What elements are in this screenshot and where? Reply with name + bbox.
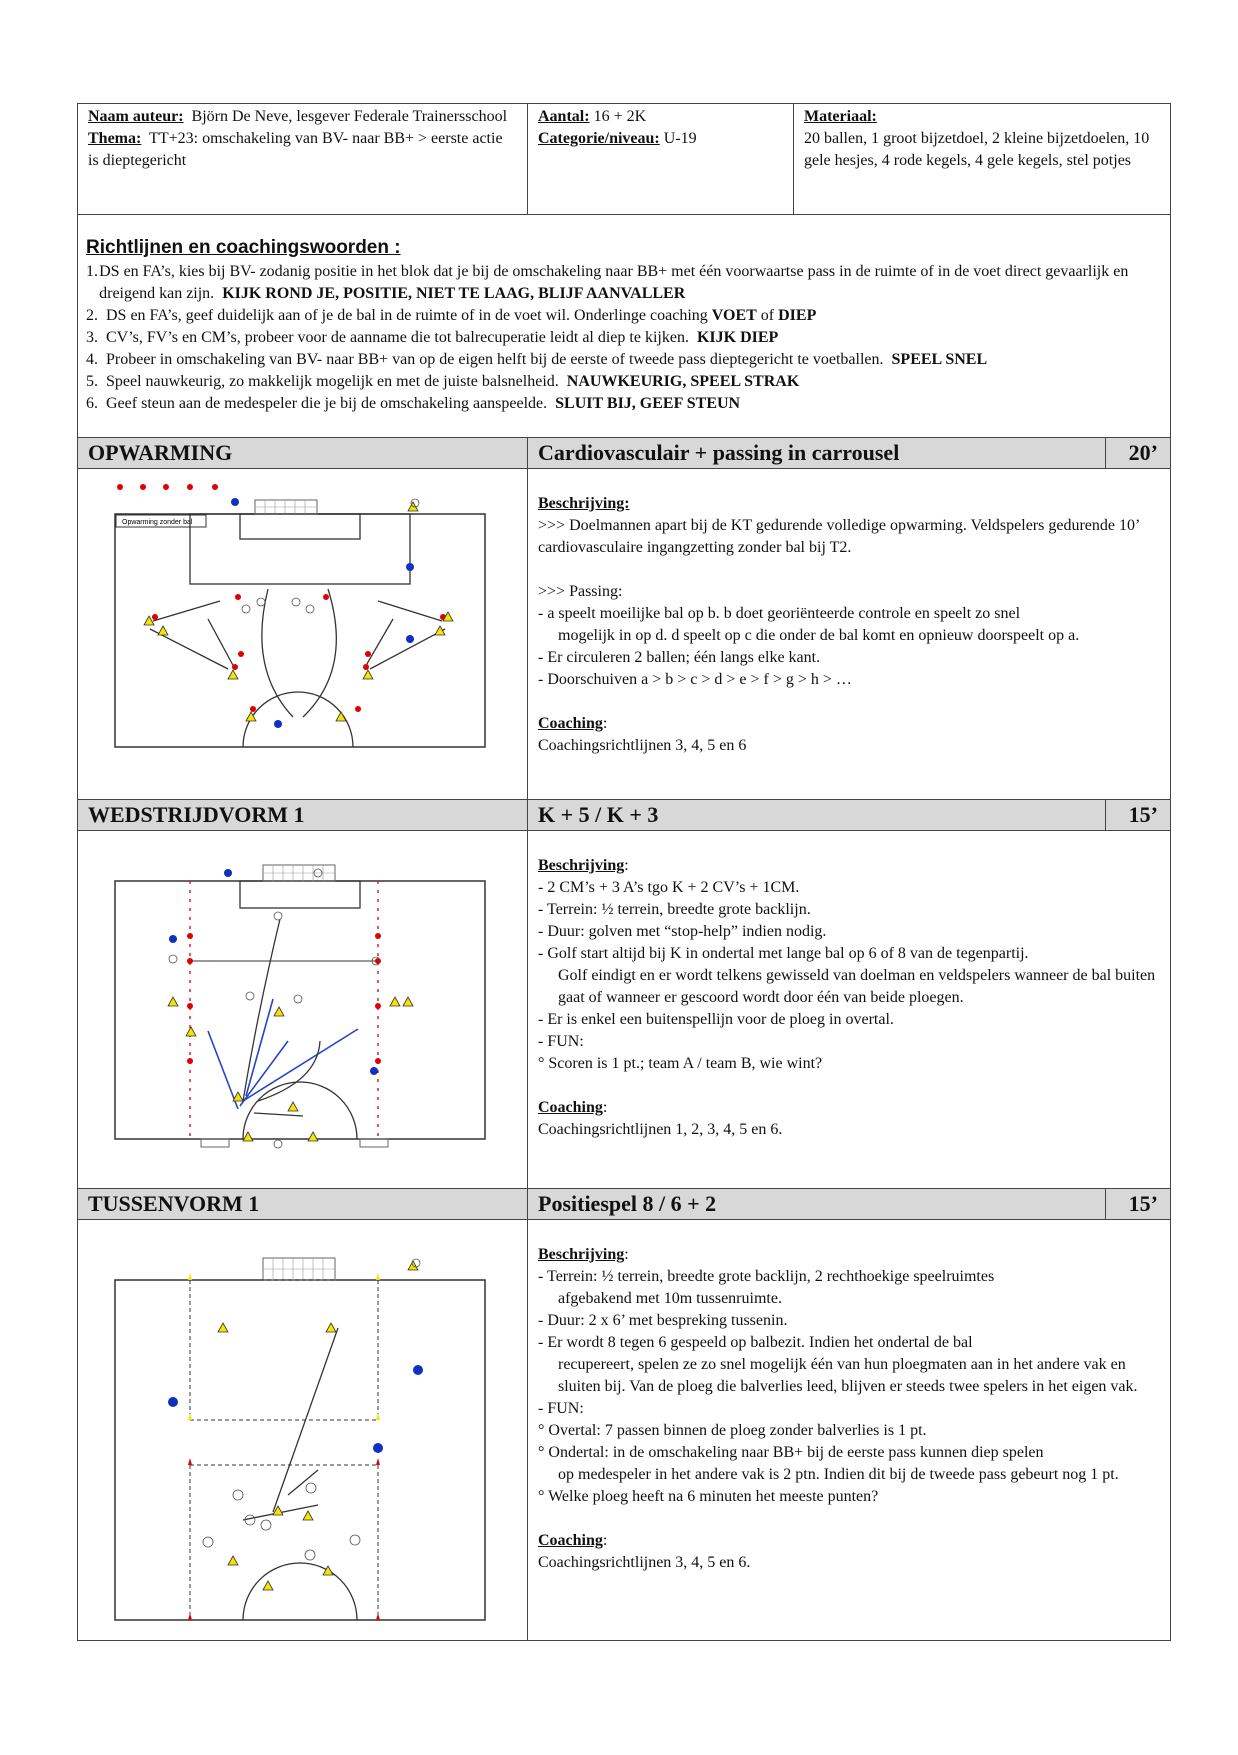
diagram-cell bbox=[78, 831, 528, 1189]
diagram-cell bbox=[78, 1220, 528, 1641]
description-line: - a speelt moeilijke bal op b. b doet georiënteerde controle en speelt zo snel bbox=[538, 605, 1021, 622]
count-value: 16 + 2K bbox=[593, 108, 647, 125]
description-line: - Er wordt 8 tegen 6 gespeeld op balbezit. Indien het ondertal de bal bbox=[538, 1334, 973, 1351]
guideline-item: 2. DS en FA’s, geef duidelijk aan of je de bal in de ruimte of in de voet wil. Onderlinge coaching VOET of DIEP bbox=[86, 307, 817, 324]
section-name: OPWARMING bbox=[78, 438, 528, 469]
category-value: U-19 bbox=[663, 130, 697, 147]
guidelines-row bbox=[78, 215, 1171, 438]
section-header-warmup bbox=[78, 438, 1171, 469]
description-line: ° Ondertal: in de omschakeling naar BB+ bij de eerste pass kunnen diep spelen bbox=[538, 1444, 1044, 1461]
description-line: mogelijk in op d. d speelt op c die onder de bal komt en opnieuw doorspeelt op a. bbox=[558, 627, 1080, 644]
guideline-item: 5. Speel nauwkeurig, zo makkelijk mogelijk en met de juiste balsnelheid. NAUWKEURIG, SPEEL STRAK bbox=[86, 373, 800, 390]
section-subtitle: Cardiovasculair + passing in carrousel bbox=[528, 438, 1106, 469]
author-label: Naam auteur: bbox=[88, 108, 184, 125]
header-row bbox=[78, 104, 1171, 215]
match-diagram bbox=[78, 831, 528, 1188]
description-line: ° Welke ploeg heeft na 6 minuten het meeste punten? bbox=[538, 1488, 879, 1505]
description-label: Beschrijving bbox=[538, 857, 625, 874]
coaching-label: Coaching bbox=[538, 715, 603, 732]
guideline-item: 1. DS en FA’s, kies bij BV- zodanig positie in het blok dat je bij de omschakeling naar BB+ met één voorwaartse pass in de ruimte of in de voet direct gevaarlijk en dreigend kan zijn. KIJK ROND JE, POSITIE, NIET TE LAAG, BLIJF AANVALLER bbox=[86, 263, 1129, 302]
description-line: ° Overtal: 7 passen binnen de ploeg zonder balverlies is 1 pt. bbox=[538, 1422, 927, 1439]
description-line: recupereert, spelen ze zo snel mogelijk één van hun ploegmaten aan in het andere vak en sluiten bij. Van de ploeg die balverlies leed, blijven er steeds twee spelers in het eigen vak. bbox=[558, 1356, 1138, 1395]
description-line: - Terrein: ½ terrein, breedte grote backlijn, 2 rechthoekige speelruimtes bbox=[538, 1268, 995, 1285]
description-line: - Golf start altijd bij K in ondertal met lange bal op 6 of 8 van de tegenpartij. bbox=[538, 945, 1029, 962]
coaching-text: Coachingsrichtlijnen 3, 4, 5 en 6 bbox=[538, 737, 747, 754]
description-label: Beschrijving: bbox=[538, 495, 630, 512]
description-line: - Duur: golven met “stop-help” indien nodig. bbox=[538, 923, 827, 940]
coaching-text: Coachingsrichtlijnen 3, 4, 5 en 6. bbox=[538, 1554, 751, 1571]
description-line: - Er circuleren 2 ballen; één langs elke kant. bbox=[538, 649, 821, 666]
section-minutes: 20’ bbox=[1106, 438, 1171, 469]
description-line: - Duur: 2 x 6’ met bespreking tussenin. bbox=[538, 1312, 788, 1329]
diagram-label: Opwarming zonder bal bbox=[122, 519, 193, 526]
coaching-label: Coaching bbox=[538, 1532, 603, 1549]
description-line: afgebakend met 10m tussenruimte. bbox=[558, 1290, 782, 1307]
description-line: - Er is enkel een buitenspellijn voor de ploeg in overtal. bbox=[538, 1011, 894, 1028]
section-name: WEDSTRIJDVORM 1 bbox=[78, 800, 528, 831]
training-sheet bbox=[77, 103, 1170, 1641]
section-subtitle: Positiespel 8 / 6 + 2 bbox=[528, 1189, 1106, 1220]
section-name: TUSSENVORM 1 bbox=[78, 1189, 528, 1220]
description-line: >>> Doelmannen apart bij de KT gedurende volledige opwarming. Veldspelers gedurende 10’ cardiovasculaire ingangzetting zonder bal bij T2. bbox=[538, 517, 1140, 556]
section-body-match bbox=[78, 831, 1171, 1189]
section-body-intermediate bbox=[78, 1220, 1171, 1641]
description-line: - 2 CM’s + 3 A’s tgo K + 2 CV’s + 1CM. bbox=[538, 879, 800, 896]
theme-label: Thema: bbox=[88, 130, 142, 147]
description-line: >>> Passing: bbox=[538, 583, 623, 600]
description-line: - Doorschuiven a > b > c > d > e > f > g > h > … bbox=[538, 671, 852, 688]
coaching-text: Coachingsrichtlijnen 1, 2, 3, 4, 5 en 6. bbox=[538, 1121, 783, 1138]
warmup-diagram bbox=[78, 469, 528, 799]
section-header-match bbox=[78, 800, 1171, 831]
guidelines-list bbox=[86, 261, 1160, 415]
description-line: op medespeler in het andere vak is 2 ptn. Indien dit bij de tweede pass gebeurt nog 1 pt. bbox=[558, 1466, 1119, 1483]
description-line: ° Scoren is 1 pt.; team A / team B, wie wint? bbox=[538, 1055, 823, 1072]
section-minutes: 15’ bbox=[1106, 800, 1171, 831]
description-line: - Terrein: ½ terrein, breedte grote backlijn. bbox=[538, 901, 811, 918]
description-cell: Beschrijving: >>> Doelmannen apart bij de KT gedurende volledige opwarming. Veldspelers gedurende 10’ cardiovasculaire ingangzetting zonder bal bij T2. >>> Passing: - a speelt moeilijke bal op b. b doet georiënteerde controle en speelt zo snel mogelijk in op d. d speelt op c die onder de bal komt en opnieuw doorspeelt op a. - Er circuleren 2 ballen; één langs elke kant. - Doorschuiven a > b > c > d > e > f > g > h > … Coaching: Coachingsrichtlijnen 3, 4, 5 en 6 bbox=[528, 469, 1171, 800]
description-cell: Beschrijving: - Terrein: ½ terrein, breedte grote backlijn, 2 rechthoekige speelruimtes afgebakend met 10m tussenruimte. - Duur: 2 x 6’ met bespreking tussenin. - Er wordt 8 tegen 6 gespeeld op balbezit. Indien het ondertal de bal recupereert, spelen ze zo snel mogelijk één van hun ploegmaten aan in het andere vak en sluiten bij. Van de ploeg die balverlies leed, blijven er steeds twee spelers in het eigen vak. - FUN: ° Overtal: 7 passen binnen de ploeg zonder balverlies is 1 pt. ° Ondertal: in de omschakeling naar BB+ bij de eerste pass kunnen diep spelen op medespeler in het andere vak is 2 ptn. Indien dit bij de tweede pass gebeurt nog 1 pt. ° Welke ploeg heeft na 6 minuten het meeste punten? Coaching: Coachingsrichtlijnen 3, 4, 5 en 6. bbox=[528, 1220, 1171, 1641]
description-line: - FUN: bbox=[538, 1033, 584, 1050]
category-label: Categorie/niveau: bbox=[538, 130, 660, 147]
guideline-item: 3. CV’s, FV’s en CM’s, probeer voor de aanname die tot balrecuperatie leidt al diep te kijken. KIJK DIEP bbox=[86, 329, 779, 346]
guideline-item: 4. Probeer in omschakeling van BV- naar BB+ van op de eigen helft bij de eerste of tweede pass dieptegericht te voetballen. SPEEL SNEL bbox=[86, 351, 988, 368]
author-value: Björn De Neve, lesgever Federale Trainersschool bbox=[191, 108, 508, 125]
count-cell bbox=[528, 104, 794, 215]
theme-value: TT+23: omschakeling van BV- naar BB+ > eerste actie is dieptegericht bbox=[88, 130, 503, 169]
description-line: - FUN: bbox=[538, 1400, 584, 1417]
position-play-diagram bbox=[78, 1220, 528, 1640]
diagram-cell bbox=[78, 469, 528, 800]
count-label: Aantal: bbox=[538, 108, 590, 125]
session-table bbox=[77, 103, 1171, 1641]
description-cell: Beschrijving: - 2 CM’s + 3 A’s tgo K + 2 CV’s + 1CM. - Terrein: ½ terrein, breedte grote backlijn. - Duur: golven met “stop-help” indien nodig. - Golf start altijd bij K in ondertal met lange bal op 6 of 8 van de tegenpartij. Golf eindigt en er wordt telkens gewisseld van doelman en veldspelers wanneer de bal buiten gaat of wanneer er gescoord wordt door één van beide ploegen. - Er is enkel een buitenspellijn voor de ploeg in overtal. - FUN: ° Scoren is 1 pt.; team A / team B, wie wint? Coaching: Coachingsrichtlijnen 1, 2, 3, 4, 5 en 6. bbox=[528, 831, 1171, 1189]
coaching-label: Coaching bbox=[538, 1099, 603, 1116]
material-cell bbox=[794, 104, 1171, 215]
section-minutes: 15’ bbox=[1106, 1189, 1171, 1220]
guidelines-cell bbox=[78, 215, 1171, 438]
section-subtitle: K + 5 / K + 3 bbox=[528, 800, 1106, 831]
description-line: Golf eindigt en er wordt telkens gewisseld van doelman en veldspelers wanneer de bal buiten gaat of wanneer er gescoord wordt door één van beide ploegen. bbox=[558, 967, 1156, 1006]
description-label: Beschrijving bbox=[538, 1246, 625, 1263]
guidelines-title: Richtlijnen en coachingswoorden : bbox=[86, 237, 401, 258]
section-body-warmup bbox=[78, 469, 1171, 800]
material-label: Materiaal: bbox=[804, 108, 877, 125]
guideline-item: 6. Geef steun aan de medespeler die je bij de omschakeling aanspeelde. SLUIT BIJ, GEEF STEUN bbox=[86, 395, 741, 412]
material-value: 20 ballen, 1 groot bijzetdoel, 2 kleine bijzetdoelen, 10 gele hesjes, 4 rode kegels, 4 gele kegels, stel potjes bbox=[804, 130, 1150, 169]
author-cell bbox=[78, 104, 528, 215]
section-header-intermediate bbox=[78, 1189, 1171, 1220]
